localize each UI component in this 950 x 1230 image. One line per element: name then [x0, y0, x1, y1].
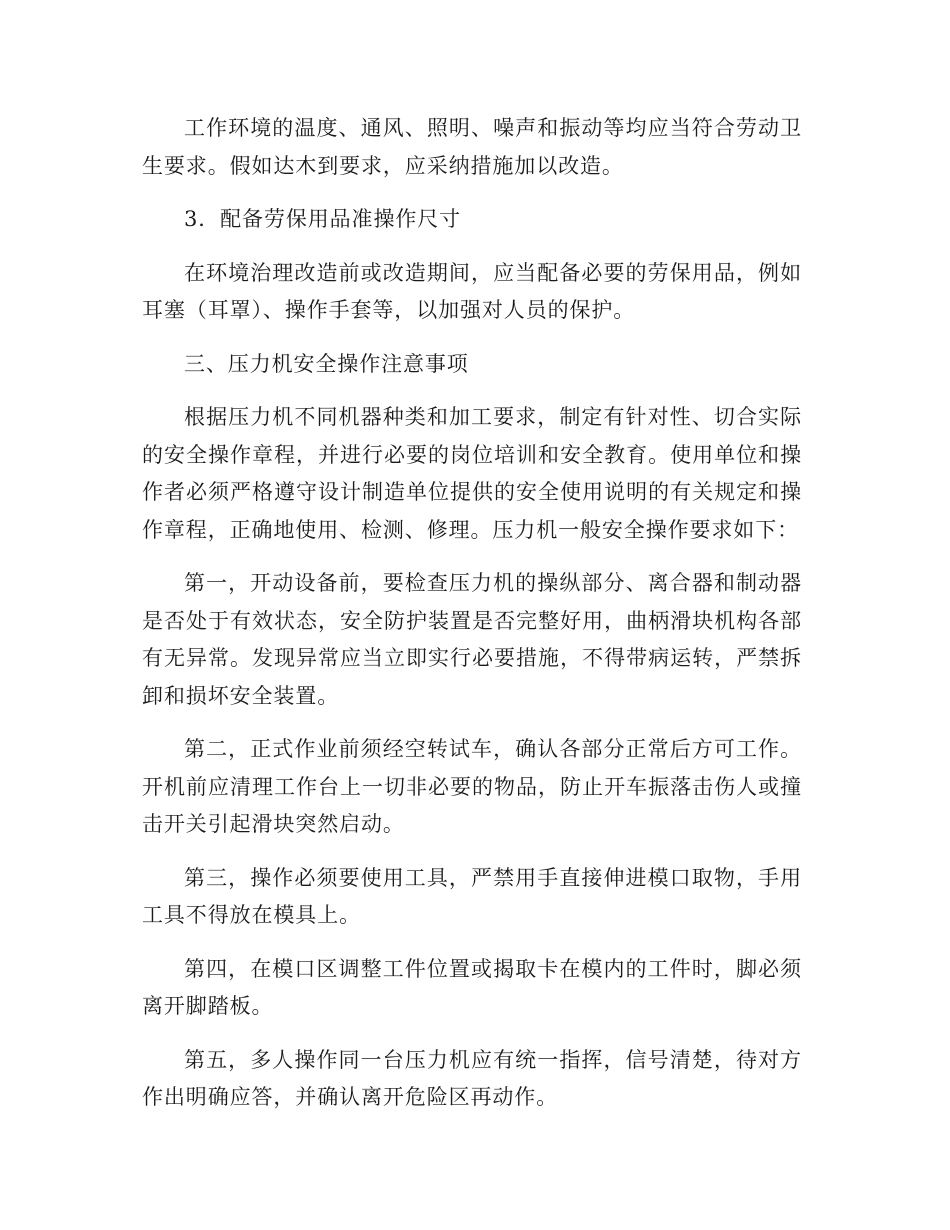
paragraph-protective-equipment: 在环境治理改造前或改造期间，应当配备必要的劳保用品，例如耳塞（耳罩）、操作手套等，以加强对人员的保护。	[142, 260, 802, 322]
paragraph-rule-fifth: 第五，多人操作同一台压力机应有统一指挥，信号清楚，待对方作出明确应答，并确认离开危险区再动作。	[142, 1047, 802, 1109]
document-body	[142, 110, 802, 1117]
paragraph-working-environment: 工作环境的温度、通风、照明、噪声和振动等均应当符合劳动卫生要求。假如达木到要求，应采纳措施加以改造。	[142, 116, 802, 178]
paragraph-rule-second: 第二，正式作业前须经空转试车，确认各部分正常后方可工作。开机前应清理工作台上一切非必要的物品，防止开车振落击伤人或撞击开关引起滑块突然启动。	[142, 737, 802, 836]
heading-protective-equipment: 3．配备劳保用品准操作尺寸	[184, 207, 462, 231]
heading-press-safety-precautions: 三、压力机安全操作注意事项	[184, 351, 469, 376]
paragraph-rule-third: 第三，操作必须要使用工具，严禁用手直接伸进模口取物，手用工具不得放在模具上。	[142, 865, 802, 927]
paragraph-rule-first: 第一，开动设备前，要检查压力机的操纵部分、离合器和制动器是否处于有效状态，安全防护装置是否完整好用，曲柄滑块机构各部有无异常。发现异常应当立即实行必要措施，不得带病运转，严禁拆卸和损坏安全装置。	[142, 571, 802, 708]
paragraph-rule-fourth: 第四，在模口区调整工件位置或揭取卡在模内的工件时，脚必须离开脚踏板。	[142, 956, 802, 1018]
paragraph-safety-rules-intro: 根据压力机不同机器种类和加工要求，制定有针对性、切合实际的安全操作章程，并进行必要的岗位培训和安全教育。使用单位和操作者必须严格遵守设计制造单位提供的安全使用说明的有关规定和操作章程，正确地使用、检测、修理。压力机一般安全操作要求如下：	[142, 405, 802, 542]
